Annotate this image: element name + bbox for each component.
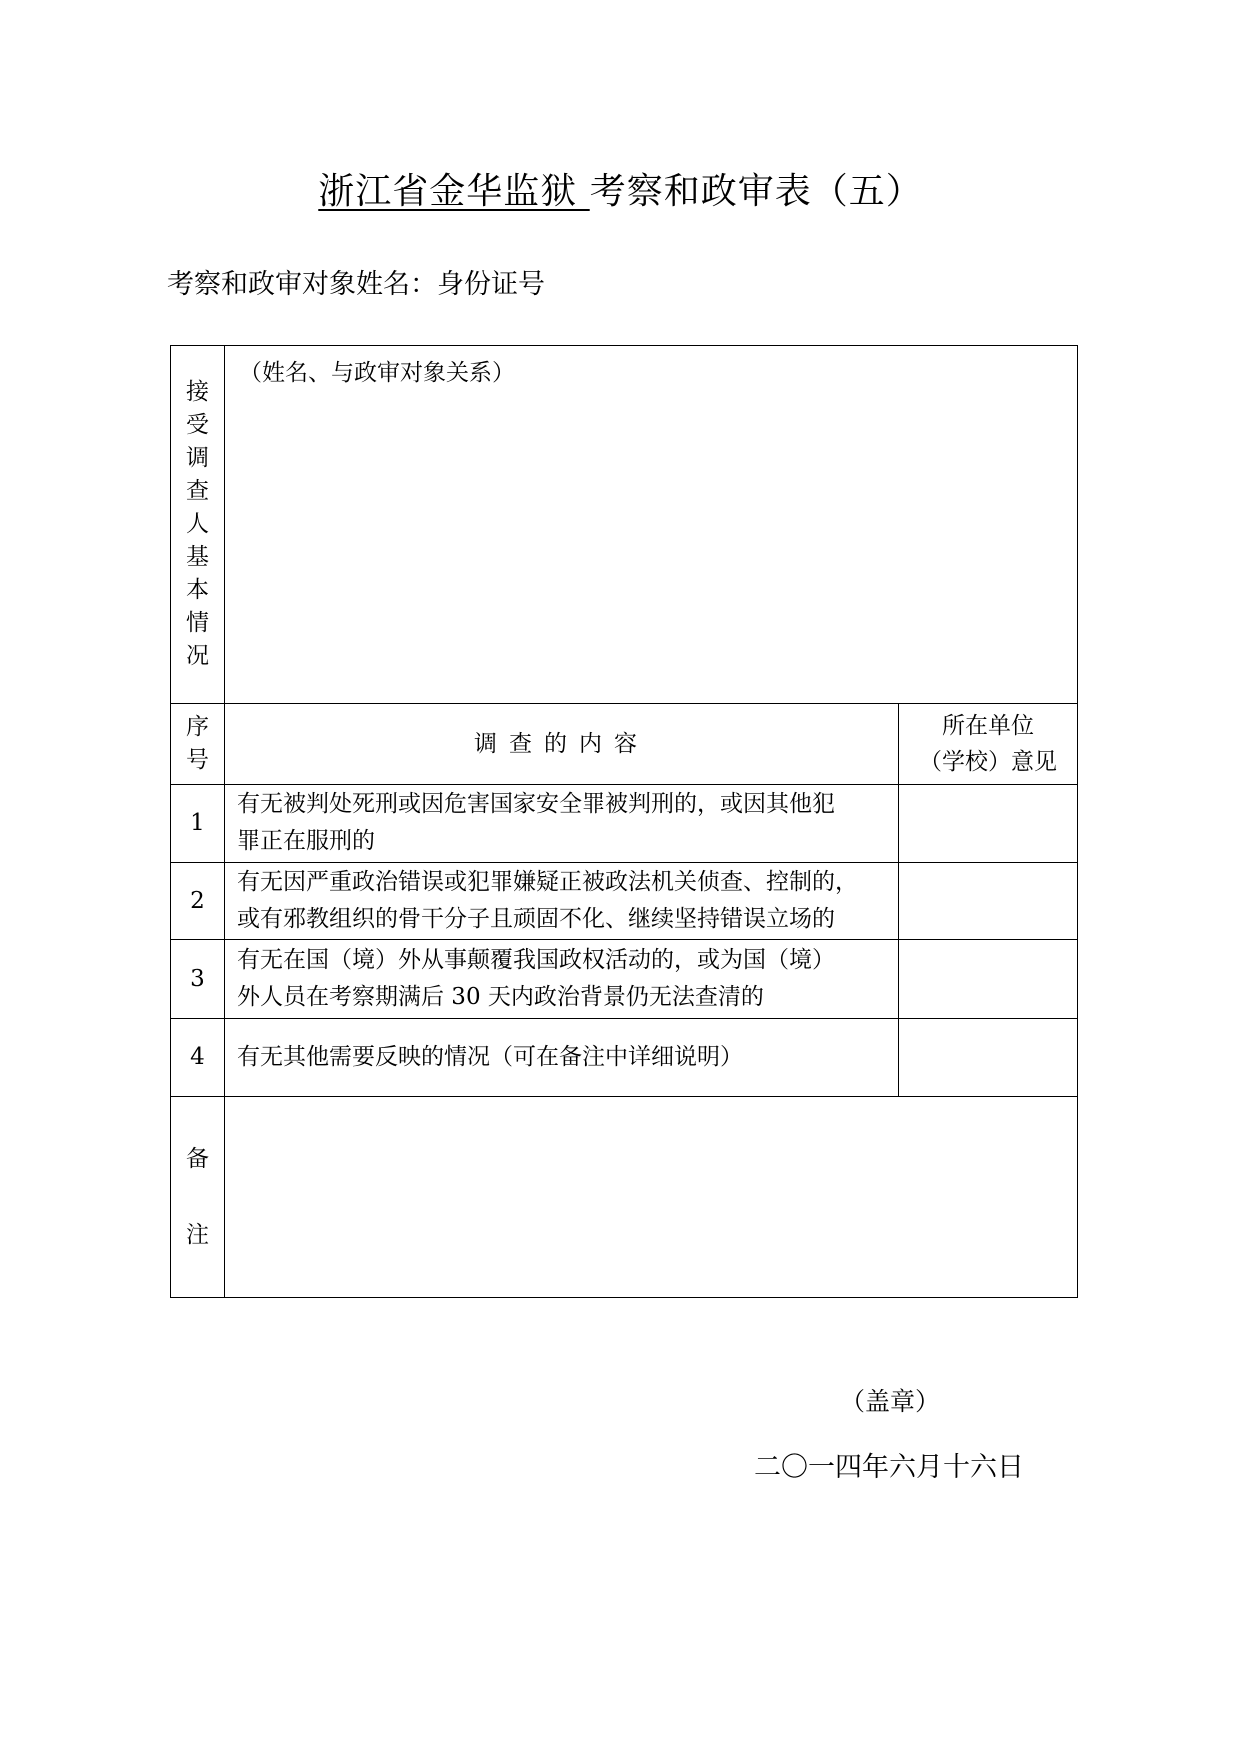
remarks-label: 备 注 — [171, 1097, 225, 1298]
opinion-field[interactable] — [899, 1018, 1078, 1096]
title-organization: 浙江省金华监狱 — [318, 171, 590, 212]
header-row — [171, 703, 1078, 784]
basic-info-field[interactable] — [225, 346, 1078, 704]
subject-line: 考察和政审对象姓名：身份证号 — [167, 269, 545, 300]
opinion-field[interactable] — [899, 784, 1078, 862]
seal-label: （盖章） — [840, 1387, 941, 1416]
basic-info-label: 接 受 调 查 人 基 本 情 况 — [171, 346, 225, 704]
row-content: 有无在国（境）外从事颠覆我国政权活动的，或为国（境） 外人员在考察期满后 30 天内政治背景仍无法查清的 — [225, 940, 899, 1018]
remarks-row — [171, 1097, 1078, 1298]
row-content: 有无其他需要反映的情况（可在备注中详细说明） — [225, 1018, 899, 1096]
remarks-field[interactable] — [225, 1097, 1078, 1298]
table-row — [171, 940, 1078, 1018]
basic-info-hint: （姓名、与政审对象关系） — [239, 360, 515, 386]
table-row — [171, 863, 1078, 940]
opinion-field[interactable] — [899, 940, 1078, 1018]
table-row — [171, 784, 1078, 862]
seq-header: 序 号 — [171, 703, 225, 784]
form-title — [0, 163, 1241, 214]
title-form-name: 考察和政审表（五） — [589, 171, 923, 212]
opinion-header: 所在单位 （学校）意见 — [899, 703, 1078, 784]
row-content: 有无被判处死刑或因危害国家安全罪被判刑的，或因其他犯 罪正在服刑的 — [225, 784, 899, 862]
row-content: 有无因严重政治错误或犯罪嫌疑正被政法机关侦查、控制的， 或有邪教组织的骨干分子且顽固不化、继续坚持错误立场的 — [225, 863, 899, 940]
basic-info-row — [171, 346, 1078, 704]
date-text: 二〇一四年六月十六日 — [754, 1452, 1024, 1483]
row-number: 4 — [171, 1018, 225, 1096]
opinion-field[interactable] — [899, 863, 1078, 940]
row-number: 2 — [171, 863, 225, 940]
row-number: 3 — [171, 940, 225, 1018]
review-form-table — [170, 345, 1078, 1298]
row-number: 1 — [171, 784, 225, 862]
content-header: 调查的内容 — [225, 703, 899, 784]
table-row — [171, 1018, 1078, 1096]
